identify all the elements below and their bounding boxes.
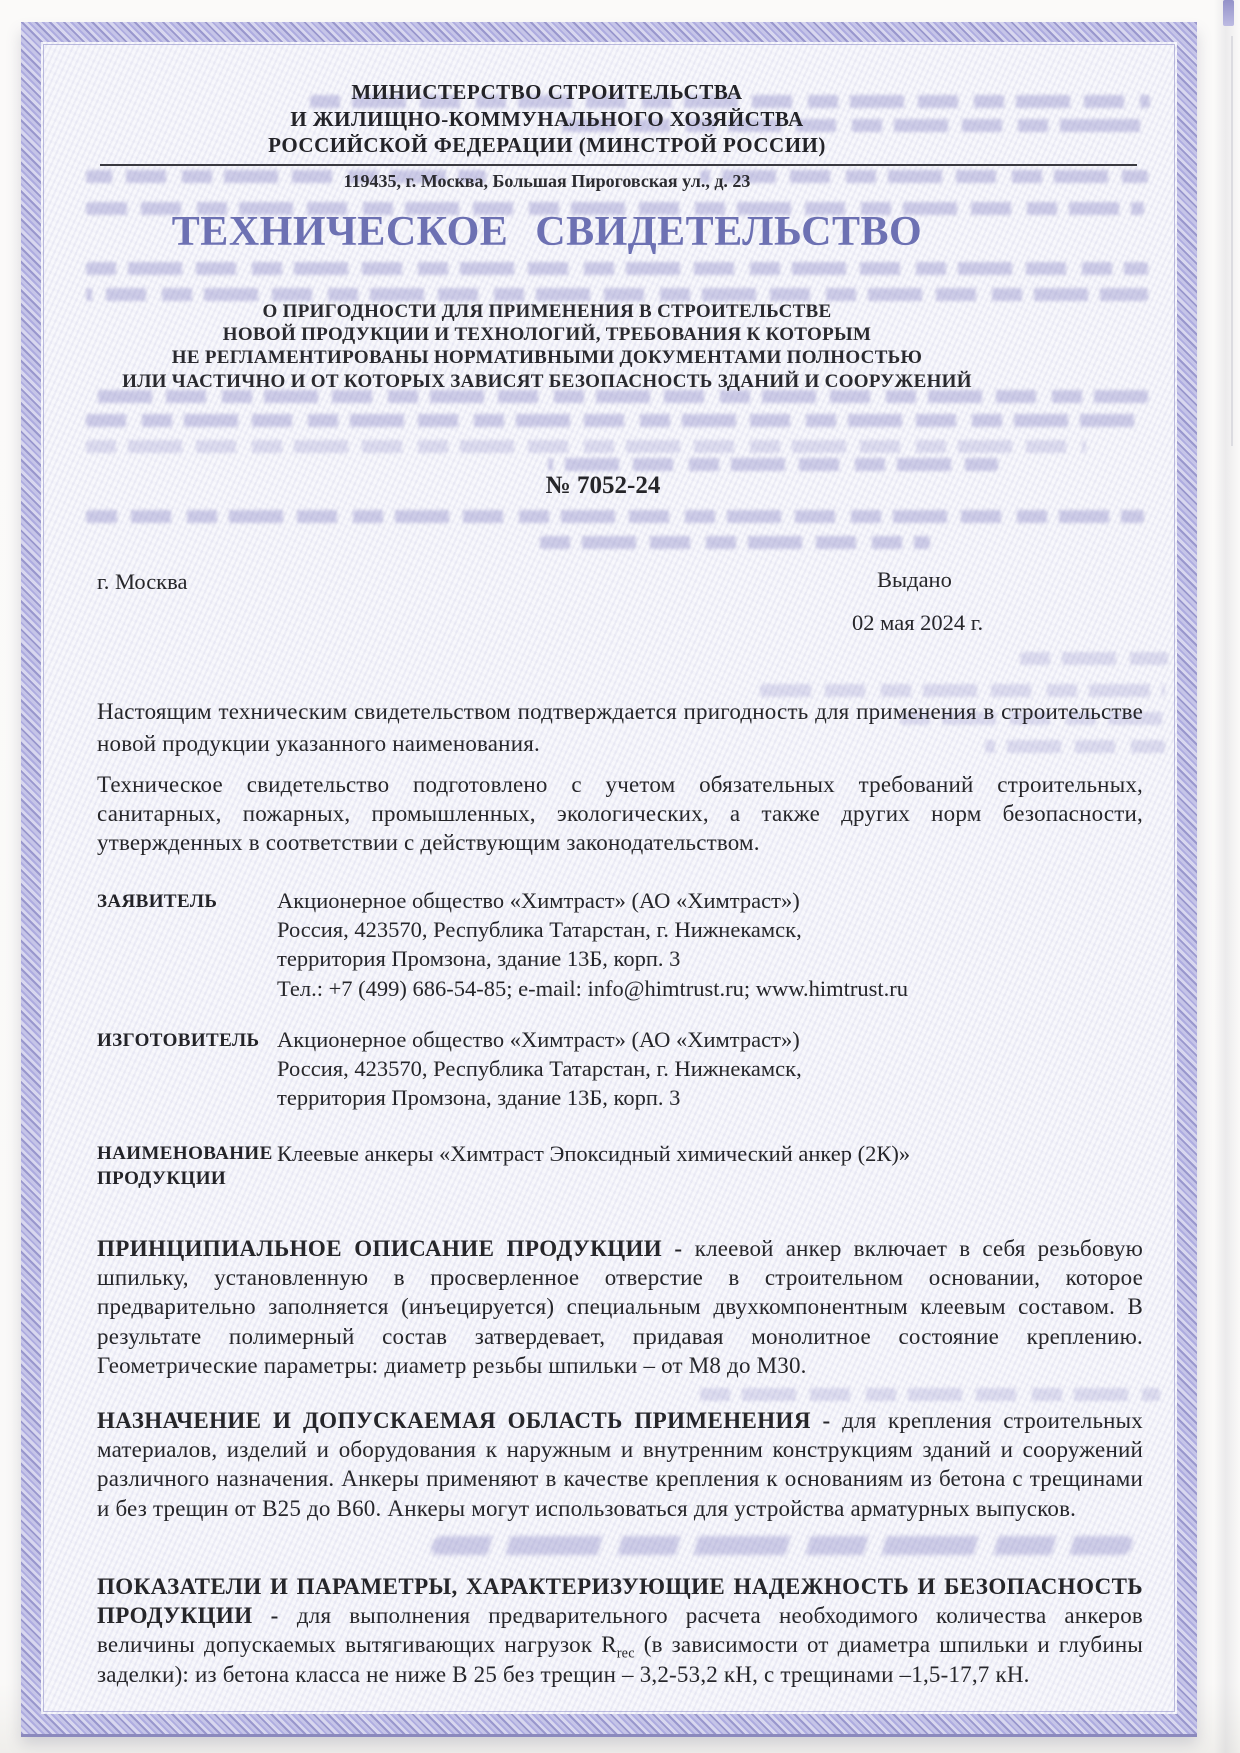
ghost-line [86,440,1086,453]
header-divider-rule [100,164,1137,166]
description-section-text: клеевой анкер включает в себя резьбовую шпильку, установленную в просверленное отверстие в строительном основании, которое предварительно заполняется (инъецируется) специальным двухкомпонентным клеевым составом. В результате полимерный состав затвердевает, придавая монолитное состояние креплению. Геометрические параметры: диаметр резьбы шпильки – от М8 до М30. [97,1236,1143,1378]
document-subtitle [97,300,997,393]
applicant-label: ЗАЯВИТЕЛЬ [97,891,218,912]
manufacturer-line: Россия, 423570, Республика Татарстан, г. Нижнекамск, [277,1056,802,1082]
certificate-number: № 7052-24 [545,472,661,499]
ministry-address: 119435, г. Москва, Большая Пироговская ул., д. 23 [343,171,751,191]
product-name-line: Клеевые анкеры «Химтраст Эпоксидный химический анкер (2К)» [277,1141,911,1166]
parameters-subscript: rec [616,1646,635,1662]
application-section-label: НАЗНАЧЕНИЕ И ДОПУСКАЕМАЯ ОБЛАСТЬ ПРИМЕНЕНИЯ - [97,1408,843,1433]
manufacturer-label: ИЗГОТОВИТЕЛЬ [97,1030,260,1051]
subtitle-line: НЕ РЕГЛАМЕНТИРОВАНЫ НОРМАТИВНЫМИ ДОКУМЕНТАМИ ПОЛНОСТЬЮ [171,347,923,369]
manufacturer-line: территория Промзона, здание 13Б, корп. 3 [277,1085,681,1111]
applicant-line: Тел.: +7 (499) 686-54-85; e-mail: info@himtrust.ru; www.himtrust.ru [277,975,908,1001]
issue-city: г. Москва [97,569,188,594]
application-section [97,1406,1143,1523]
parameters-section-text-before: для выполнения предварительного расчета необходимого количества анкеров величины допускаемых вытягивающих нагрузок R [97,1603,1143,1658]
parameters-section-label: ПОКАЗАТЕЛИ И ПАРАМЕТРЫ, ХАРАКТЕРИЗУЮЩИЕ НАДЕЖНОСТЬ И БЕЗОПАСНОСТЬ ПРОДУКЦИИ - [97,1574,1143,1629]
product-name-value [277,1139,1152,1168]
document-title: ТЕХНИЧЕСКОЕ СВИДЕТЕЛЬСТВО [171,209,923,255]
manufacturer-value [277,1025,1152,1113]
ghost-line [548,458,998,471]
description-section-label: ПРИНЦИПИАЛЬНОЕ ОПИСАНИЕ ПРОДУКЦИИ - [97,1236,695,1261]
ghost-line [86,262,1148,275]
subtitle-line: О ПРИГОДНОСТИ ДЛЯ ПРИМЕНЕНИЯ В СТРОИТЕЛЬСТВЕ [262,301,832,322]
ministry-name-line: РОССИЙСКОЙ ФЕДЕРАЦИИ (МИНСТРОЙ РОССИИ) [268,133,826,157]
ghost-line [540,536,930,549]
prepared-paragraph: Техническое свидетельство подготовлено с учетом обязательных требований строительных, санитарных, пожарных, промышленных, экологических, а также других норм безопасности, утвержденных в соответствии с действующим законодательством. [97,772,1143,855]
parameters-section-text-after: (в зависимости от диаметра шпильки и глубины заделки): из бетона класса не ниже В 25 без трещин – 3,2-53,2 кН, с трещинами –1,5-17,7 кН. [97,1632,1143,1687]
subtitle-line: НОВОЙ ПРОДУКЦИИ И ТЕХНОЛОГИЙ, ТРЕБОВАНИЯ К КОТОРЫМ [222,324,872,346]
description-section [97,1234,1143,1380]
ministry-name-line: МИНИСТЕРСТВО СТРОИТЕЛЬСТВА [351,80,743,104]
ghost-line [1020,652,1168,665]
applicant-value [277,886,1152,1003]
subtitle-line: ИЛИ ЧАСТИЧНО И ОТ КОТОРЫХ ЗАВИСЯТ БЕЗОПАСНОСТЬ ЗДАНИЙ И СООРУЖЕНИЙ [122,370,972,392]
application-section-text: для крепления строительных материалов, изделий и оборудования к наружным и внутренним конструкциям зданий и сооружений различного назначения. Анкеры применяют в качестве крепления к основаниям из бетона с трещинами и без трещин от В25 до В60. Анкеры могут использоваться для устройства арматурных выпусков. [97,1408,1143,1521]
intro-paragraph: Настоящим техническим свидетельством подтверждается пригодность для применения в строительстве новой продукции указанного наименования. [97,699,1143,756]
ghost-line [700,1388,1160,1401]
ghost-signature-line [430,1536,1135,1555]
issue-date: 02 мая 2024 г. [852,610,984,635]
parameters-section [97,1572,1143,1689]
applicant-line: Россия, 423570, Республика Татарстан, г. Нижнекамск, [277,917,802,943]
ministry-header [97,79,997,159]
product-name-label: НАИМЕНОВАНИЕ ПРОДУКЦИИ [97,1143,273,1189]
ministry-name-line: И ЖИЛИЩНО-КОММУНАЛЬНОГО ХОЗЯЙСТВА [290,106,804,131]
ghost-line [86,510,1144,523]
applicant-line: территория Промзона, здание 13Б, корп. 3 [277,946,681,972]
issued-label: Выдано [877,567,952,592]
applicant-line: Акционерное общество «Химтраст» (АО «Химтраст») [277,888,800,913]
ghost-line [86,414,1148,427]
manufacturer-line: Акционерное общество «Химтраст» (АО «Химтраст») [277,1027,800,1052]
